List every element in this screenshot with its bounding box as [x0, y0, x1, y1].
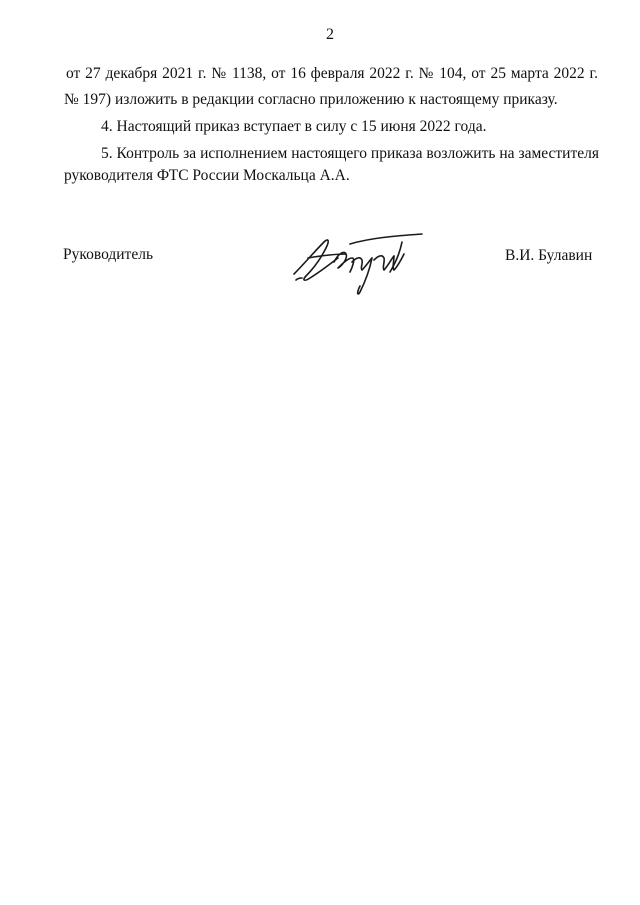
body-line-5: руководителя ФТС России Москальца А.А.: [64, 167, 350, 184]
handwritten-signature: [290, 228, 430, 300]
body-line-3: 4. Настоящий приказ вступает в силу с 15 июня 2022 года.: [101, 118, 487, 135]
body-line-1: от 27 декабря 2021 г. № 1138, от 16 февраля 2022 г. № 104, от 25 марта 2022 г.: [66, 65, 598, 82]
body-line-4: 5. Контроль за исполнением настоящего приказа возложить на заместителя: [101, 145, 599, 162]
body-line-2: № 197) изложить в редакции согласно приложению к настоящему приказу.: [64, 91, 558, 108]
page-number: 2: [326, 26, 334, 43]
signer-name: В.И. Булавин: [505, 247, 593, 264]
signer-position: Руководитель: [63, 246, 154, 263]
